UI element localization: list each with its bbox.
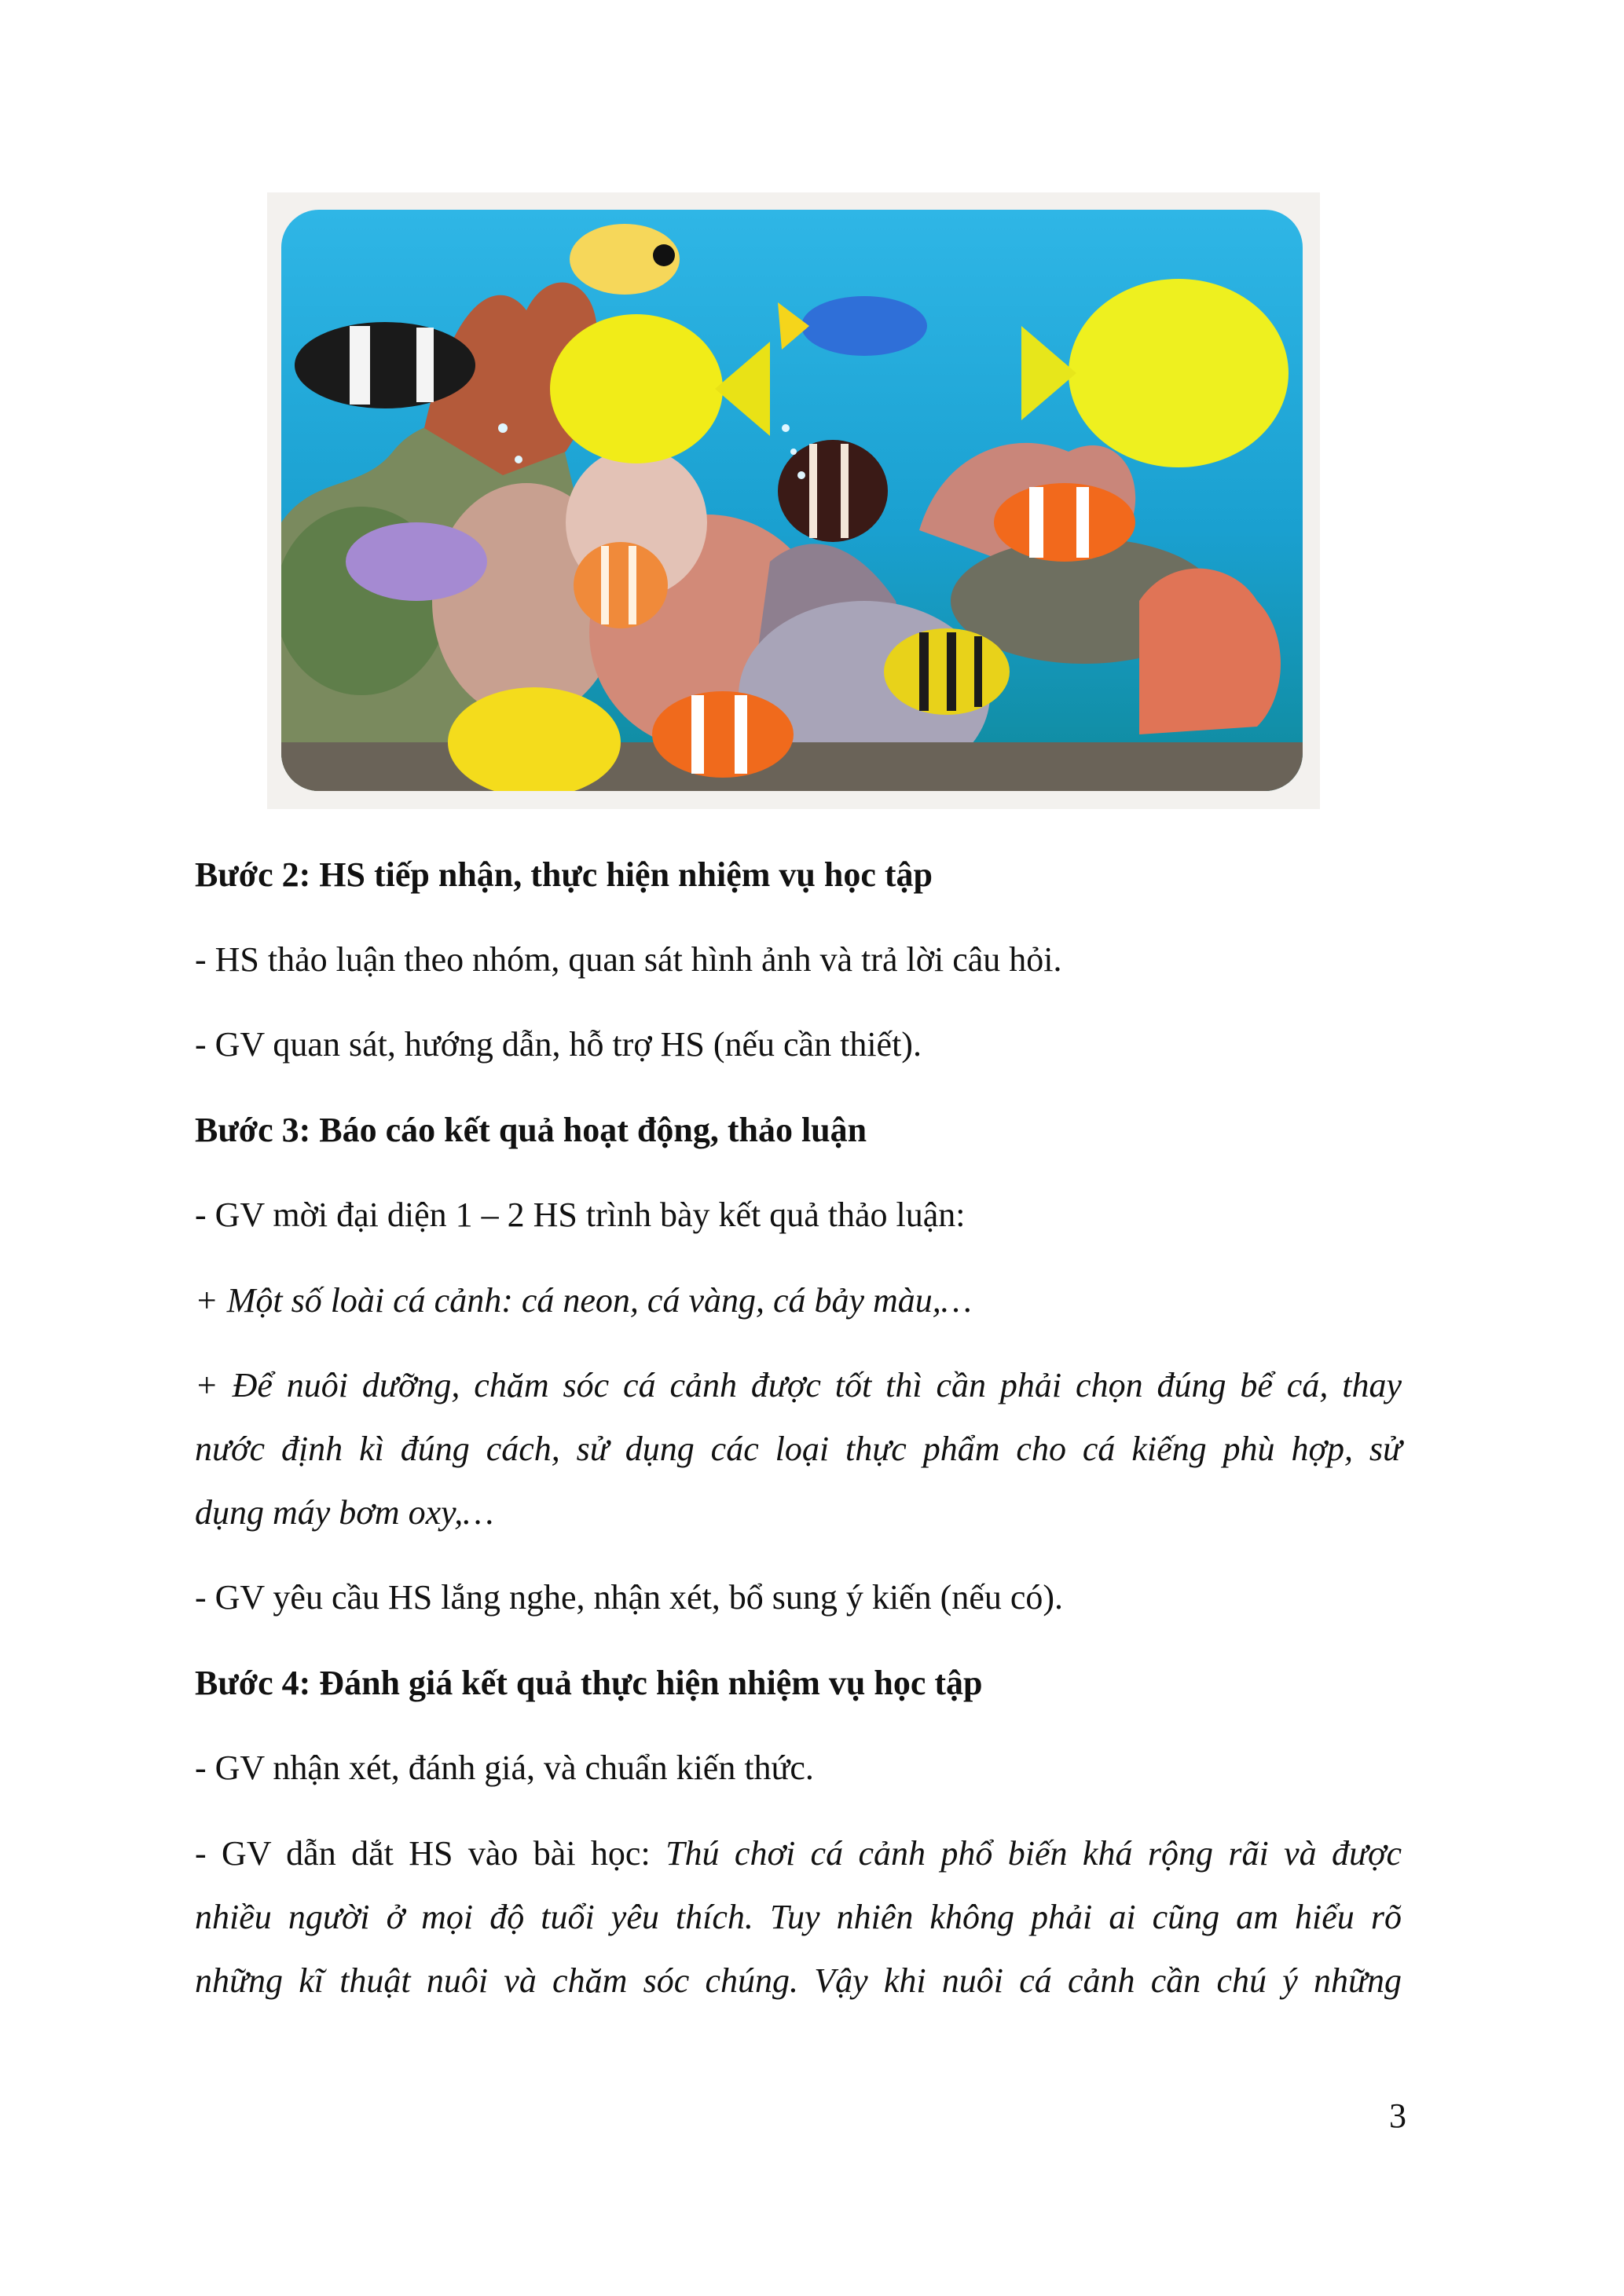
step2-heading: Bước 2: HS tiếp nhận, thực hiện nhiệm vụ học tập <box>195 855 933 894</box>
step3-answer2-line2: nước định kì đúng cách, sử dụng các loại thực phẩm cho cá kiếng phù hợp, sử <box>195 1430 1402 1468</box>
step3-answer2-line1: + Để nuôi dưỡng, chăm sóc cá cảnh được tốt thì cần phải chọn đúng bể cá, thay <box>195 1366 1402 1404</box>
step3-line2: - GV yêu cầu HS lắng nghe, nhận xét, bổ sung ý kiến (nếu có). <box>195 1578 1064 1617</box>
step2-line2: - GV quan sát, hướng dẫn, hỗ trợ HS (nếu cần thiết). <box>195 1025 922 1064</box>
step4-lead-line2: nhiều người ở mọi độ tuổi yêu thích. Tuy nhiên không phải ai cũng am hiểu rõ <box>195 1898 1402 1936</box>
step4-lead-text-1: Thú chơi cá cảnh phổ biến khá rộng rãi và được <box>665 1834 1402 1873</box>
step4-lead-prefix: - GV dẫn dắt HS vào bài học: <box>195 1834 666 1873</box>
aquarium-fish-illustration-icon <box>267 192 1320 809</box>
step4-lead-line1 <box>195 1833 1402 1874</box>
step2-line1: - HS thảo luận theo nhóm, quan sát hình ảnh và trả lời câu hỏi. <box>195 940 1062 979</box>
page-number: 3 <box>1389 2096 1406 2135</box>
step3-line1: - GV mời đại diện 1 – 2 HS trình bày kết quả thảo luận: <box>195 1196 966 1234</box>
aquarium-image <box>267 192 1320 809</box>
step4-lead-line3: những kĩ thuật nuôi và chăm sóc chúng. Vậy khi nuôi cá cảnh cần chú ý những <box>195 1961 1402 2000</box>
step4-heading: Bước 4: Đánh giá kết quả thực hiện nhiệm vụ học tập <box>195 1664 983 1702</box>
step3-answer2-line3: dụng máy bơm oxy,… <box>195 1493 494 1532</box>
step4-line1: - GV nhận xét, đánh giá, và chuẩn kiến thức. <box>195 1749 814 1787</box>
step3-heading: Bước 3: Báo cáo kết quả hoạt động, thảo luận <box>195 1111 867 1149</box>
step3-answer1: + Một số loài cá cảnh: cá neon, cá vàng, cá bảy màu,… <box>195 1281 972 1320</box>
